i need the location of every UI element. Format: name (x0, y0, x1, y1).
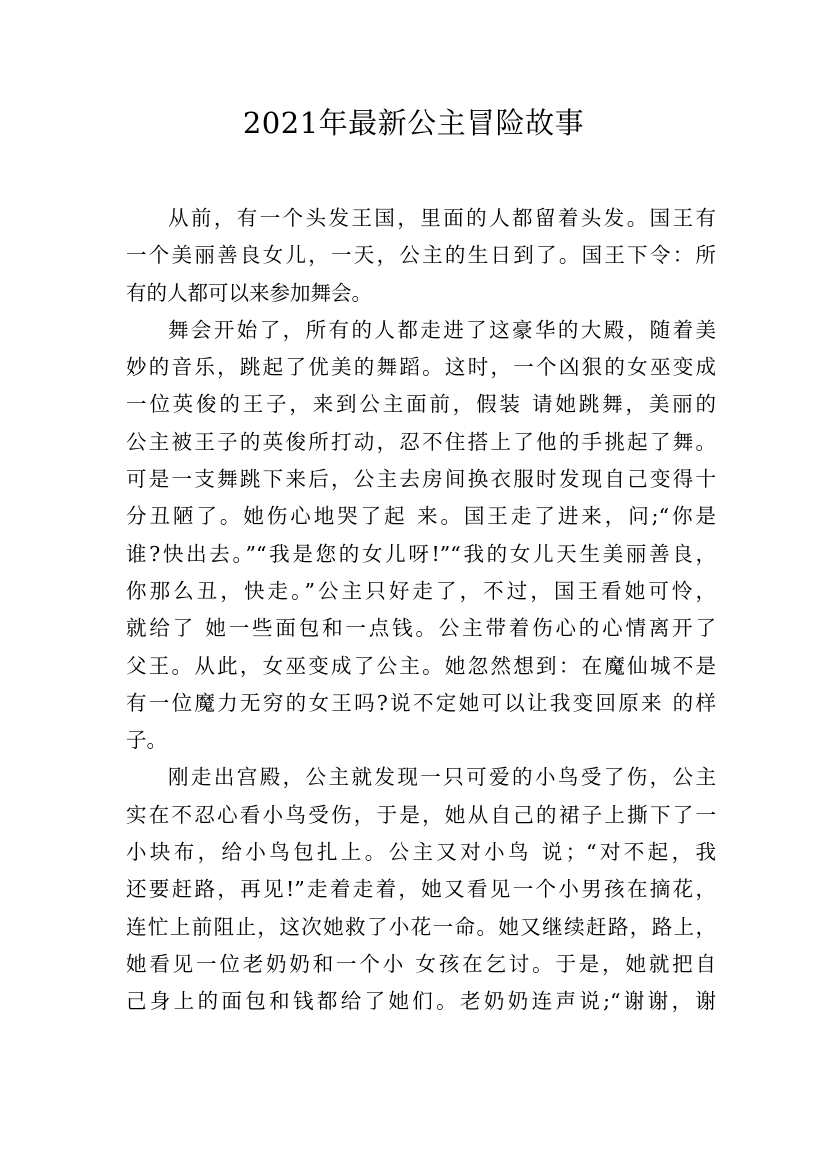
paragraph-2-line-11: 有一位魔力无穷的女王吗?说不定她可以让我变回原来 的样 (126, 690, 716, 715)
paragraph-2-line-10: 父王。从此，女巫变成了公主。她忽然想到：在魔仙城不是 (126, 653, 716, 678)
paragraph-2-line-8: 你那么丑，快走。”公主只好走了，不过，国王看她可怜， (126, 578, 716, 603)
paragraph-3-line-5: 连忙上前阻止，这次她救了小花一命。她又继续赶路，路上， (126, 914, 716, 939)
paragraph-1-line-2: 一个美丽善良女儿，一天，公主的生日到了。国王下令：所 (126, 243, 716, 268)
document-body (126, 200, 716, 1021)
paragraph-1-line-1: 从前，有一个头发王国，里面的人都留着头发。国王有 (168, 206, 716, 230)
paragraph-3-line-3: 小块布，给小鸟包扎上。公主又对小鸟 说；“对不起，我 (126, 840, 716, 865)
paragraph-2-line-3: 一位英俊的王子，来到公主面前，假装 请她跳舞，美丽的 (126, 392, 716, 417)
paragraph-2-line-7: 谁?快出去。”“我是您的女儿呀!”“我的女儿天生美丽善良， (126, 541, 716, 566)
paragraph-2-line-6: 分丑陋了。她伤心地哭了起 来。国王走了进来，问;“你是 (126, 504, 716, 529)
paragraph-2-line-9: 就给了 她一些面包和一点钱。公主带着伤心的心情离开了 (126, 616, 716, 641)
paragraph-3-line-4: 还要赶路，再见!”走着走着，她又看见一个小男孩在摘花， (126, 877, 716, 902)
paragraph-2-line-1: 舞会开始了，所有的人都走进了这豪华的大殿，随着美 (168, 317, 716, 342)
paragraph-2-line-12: 子。 (126, 728, 167, 753)
paragraph-3-line-6: 她看见一位老奶奶和一个小 女孩在乞讨。于是，她就把自 (126, 951, 716, 976)
paragraph-2-line-2: 妙的音乐，跳起了优美的舞蹈。这时，一个凶狠的女巫变成 (126, 355, 716, 380)
paragraph-3-line-1: 刚走出宫殿，公主就发现一只可爱的小鸟受了伤，公主 (168, 765, 716, 790)
document-title: 2021年最新公主冒险故事 (242, 106, 585, 140)
paragraph-2-line-4: 公主被王子的英俊所打动，忍不住搭上了他的手挑起了舞。 (126, 429, 716, 454)
paragraph-3-line-2: 实在不忍心看小鸟受伤，于是，她从自己的裙子上撕下了一 (126, 802, 716, 827)
paragraph-2-line-5: 可是一支舞跳下来后，公主去房间换衣服时发现自己变得十 (126, 467, 716, 492)
paragraph-3-line-7: 己身上的面包和钱都给了她们。老奶奶连声说;“谢谢，谢 (126, 989, 716, 1014)
paragraph-1-line-3: 有的人都可以来参加舞会。 (126, 280, 372, 305)
